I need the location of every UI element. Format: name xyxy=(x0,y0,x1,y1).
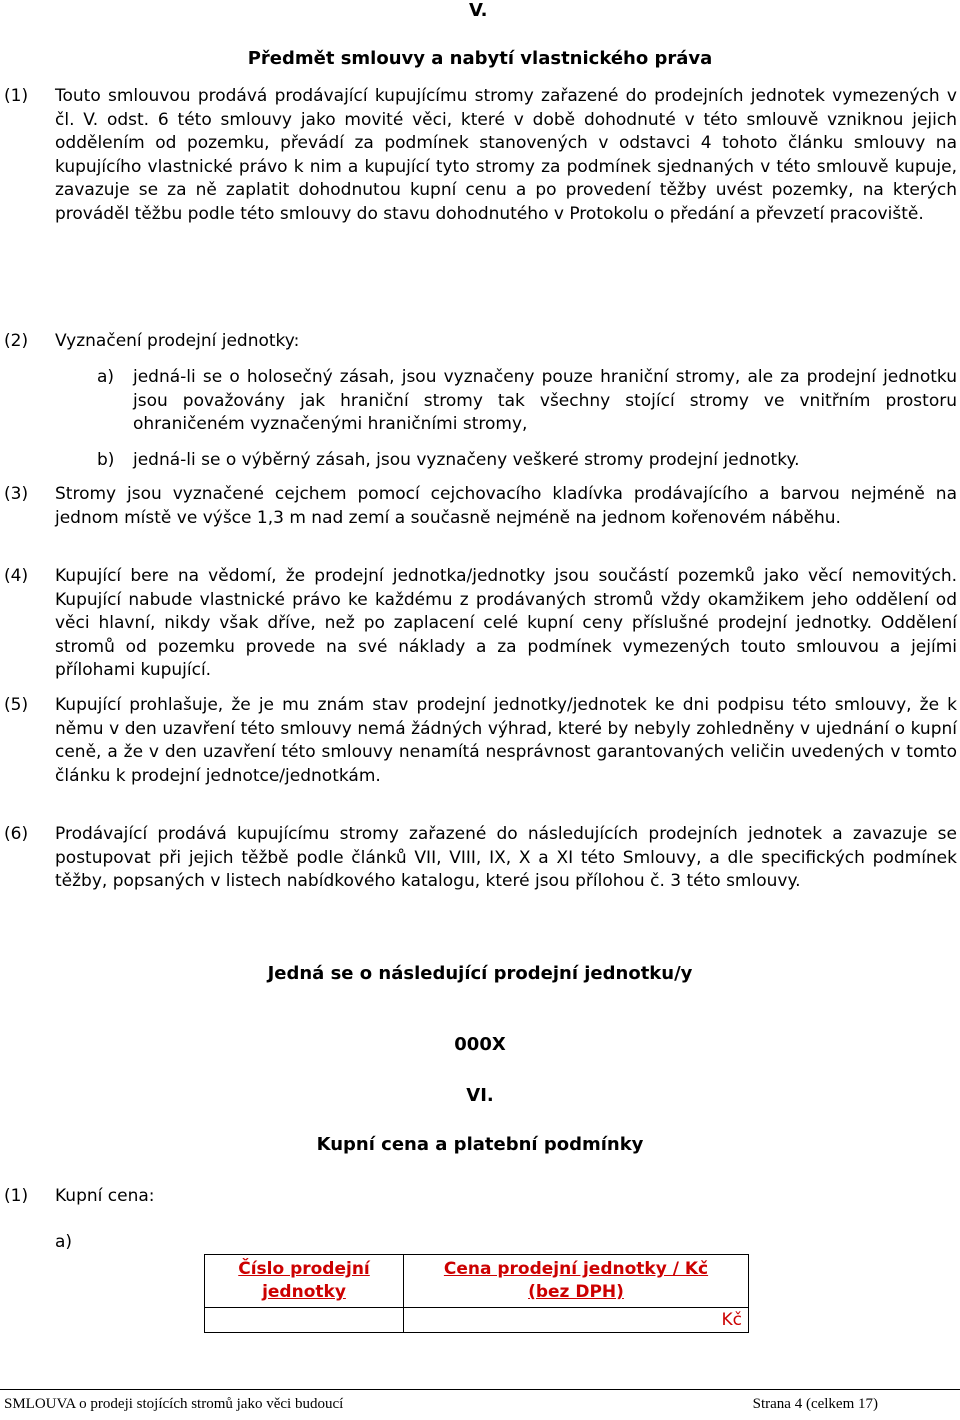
section-vi-mark: VI. xyxy=(466,1085,494,1106)
footer-document-title: SMLOUVA o prodeji stojících stromů jako věci budoucí xyxy=(4,1396,344,1412)
section-vi-title: Kupní cena a platební podmínky xyxy=(316,1134,644,1155)
units-heading: Jedná se o následující prodejní jednotku/y xyxy=(267,963,693,984)
price-table xyxy=(204,1254,749,1333)
price-a-label: a) xyxy=(55,1232,73,1252)
para3-text: Stromy jsou vyznačené cejchem pomocí cejchovacího kladívka prodávajícího a barvou nejméně na jednom místě ve výšce 1,3 m nad zemí a současně nejméně na jednom kořenovém náběhu. xyxy=(55,484,957,528)
para1-number: (1) xyxy=(4,86,29,106)
para2-number: (2) xyxy=(4,331,29,351)
price-number: (1) xyxy=(4,1186,29,1206)
para4-text: Kupující bere na vědomí, že prodejní jednotka/jednotky jsou součástí pozemků jako věcí nemovitých. Kupující nabude vlastnické právo ke každému z prodávaných stromů vždy okamžikem jeho oddělení od věci hlavní, nikdy však dříve, než po zaplacení celé kupní ceny příslušné prodejní jednotky. Oddělení stromů od pozemku provede na své náklady a za podmínek vymezených touto smlouvou a jejími přílohami kupující. xyxy=(55,566,957,680)
footer-page-number: Strana 4 (celkem 17) xyxy=(752,1396,878,1412)
unit-number-header: Číslo prodejní jednotky xyxy=(238,1259,370,1302)
para2a-label: a) xyxy=(97,367,115,387)
unit-price-cell[interactable] xyxy=(404,1308,749,1333)
section-v-title: Předmět smlouvy a nabytí vlastnického práva xyxy=(247,48,713,69)
para2a-text: jedná-li se o holosečný zásah, jsou vyznačeny pouze hraniční stromy, ale za prodejní jednotku jsou považovány jak hraniční stromy tak všechny stojící stromy ve vnitřním prostoru ohraničeném vyznačenými hraničními stromy, xyxy=(133,367,957,434)
unit-number-cell[interactable] xyxy=(205,1308,404,1333)
price-label: Kupní cena: xyxy=(55,1186,155,1206)
table-header-cell xyxy=(205,1255,404,1308)
footer-divider xyxy=(0,1389,960,1390)
para1-text: Touto smlouvou prodává prodávající kupujícímu stromy zařazené do prodejních jednotek vymezených v čl. V. odst. 6 této smlouvy jako movité věci, které v době dohodnuté v této smlouvě vzniknou jejich oddělením od pozemku, převádí za podmínek stanovených v odstavci 4 tohoto článku smlouvy na kupujícího vlastnické právo k nim a kupující tyto stromy za podmínek sjednaných v této smlouvě kupuje, zavazuje se za ně zaplatit dohodnutou kupní cenu a po provedení těžby uvést pozemky, na kterých prováděl těžbu podle této smlouvy do stavu dohodnutého v Protokolu o předání a převzetí pracoviště. xyxy=(55,86,957,224)
para2b-text: jedná-li se o výběrný zásah, jsou vyznačeny veškeré stromy prodejní jednotky. xyxy=(133,450,800,470)
para3-number: (3) xyxy=(4,484,29,504)
unit-code: 000X xyxy=(454,1034,506,1055)
table-header-row xyxy=(205,1255,749,1308)
table-header-cell xyxy=(404,1255,749,1308)
currency-label: Kč xyxy=(721,1310,742,1330)
para2-text: Vyznačení prodejní jednotky: xyxy=(55,331,300,351)
para6-text: Prodávající prodává kupujícímu stromy zařazené do následujících prodejních jednotek a zavazuje se postupovat při jejich těžbě podle článků VII, VIII, IX, X a XI této Smlouvy, a dle specifických podmínek těžby, popsaných v listech nabídkového katalogu, které jsou přílohou č. 3 této smlouvy. xyxy=(55,824,957,891)
unit-price-header: Cena prodejní jednotky / Kč (bez DPH) xyxy=(443,1259,709,1302)
section-v-mark: V. xyxy=(469,0,488,21)
para5-number: (5) xyxy=(4,695,29,715)
para2b-label: b) xyxy=(97,450,115,470)
para5-text: Kupující prohlašuje, že je mu znám stav prodejní jednotky/jednotek ke dni podpisu této smlouvy, že k němu v den uzavření této smlouvy nemá žádných výhrad, které by nebyly zohledněny v ujednání o kupní ceně, a že v den uzavření této smlouvy nenamítá nesprávnost garantovaných veličin uvedených v tomto článku k prodejní jednotce/jednotkám. xyxy=(55,695,957,786)
para6-number: (6) xyxy=(4,824,29,844)
para4-number: (4) xyxy=(4,566,29,586)
table-row xyxy=(205,1308,749,1333)
